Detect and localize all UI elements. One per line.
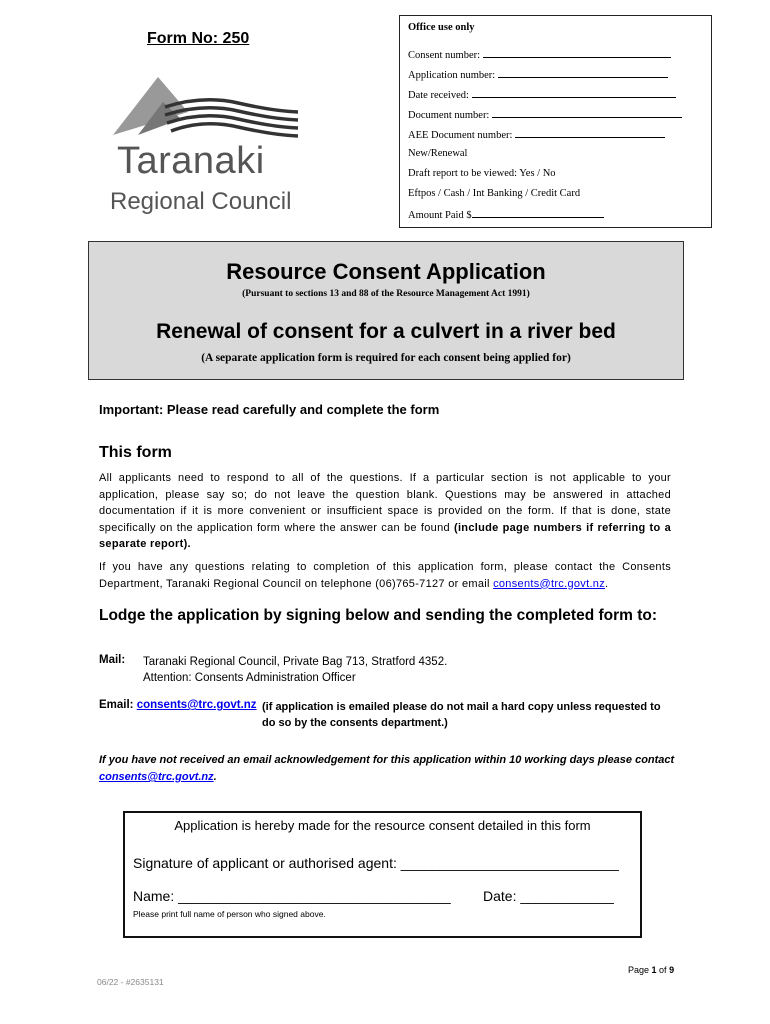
payment-method-label: Eftpos / Cash / Int Banking / Credit Card <box>408 188 581 199</box>
aee-document-number-label: AEE Document number: <box>408 130 513 141</box>
this-form-paragraph-1 <box>99 470 671 553</box>
page-current: 1 <box>651 965 657 975</box>
logo-wordmark-taranaki: Taranaki <box>117 140 265 182</box>
form-number: Form No: 250 <box>147 30 250 47</box>
acknowledgement-note <box>99 752 679 786</box>
office-use-box <box>399 15 712 228</box>
signature-field[interactable]: Signature of applicant or authorised agent: ____________________________ <box>133 855 619 871</box>
application-declaration: Application is hereby made for the resource consent detailed in this form <box>174 818 591 833</box>
ack-note-end: . <box>213 771 217 783</box>
document-number-field <box>408 108 682 121</box>
mail-label: Mail: <box>99 654 126 666</box>
page-prefix: Page <box>628 965 652 975</box>
office-use-title: Office use only <box>408 22 475 33</box>
aee-document-number-field <box>408 128 665 141</box>
print-name-note: Please print full name of person who signed above. <box>133 909 326 919</box>
separate-form-note: (A separate application form is required for each consent being applied for) <box>201 352 571 364</box>
date-received-field <box>408 88 676 101</box>
name-field[interactable]: Name: ___________________________________ <box>133 888 451 904</box>
this-form-heading: This form <box>99 444 172 461</box>
signature-box <box>123 811 642 938</box>
document-number-label: Document number: <box>408 110 490 121</box>
application-number-field <box>408 68 668 81</box>
para2-text: If you have any questions relating to completion of this application form, please contact the Consents Department, Taranaki Regional Council on telephone (06)765-7127 or email <box>99 561 671 590</box>
date-field[interactable]: Date: ____________ <box>483 888 614 904</box>
important-notice: Important: Please read carefully and complete the form <box>99 402 440 417</box>
amount-paid-label: Amount Paid $ <box>408 210 472 221</box>
para2-end: . <box>605 577 609 590</box>
mail-address <box>143 654 447 686</box>
draft-report-label: Draft report to be viewed: Yes / No <box>408 168 556 179</box>
new-renewal-label: New/Renewal <box>408 148 468 159</box>
page-title: Resource Consent Application <box>226 259 546 284</box>
email-field <box>99 699 257 711</box>
mail-address-line-2: Attention: Consents Administration Officer <box>143 672 356 684</box>
lodge-heading: Lodge the application by signing below and sending the completed form to: <box>99 607 658 624</box>
para1-text: All applicants need to respond to all of the questions. If a particular section is not applicable to your application, please say so; do not leave the question blank. Questions may be answered in attached documentation if it is more convenient or insufficient space is provided on the form. If that is done, state specifically on the application form where the answer can be found <box>99 472 671 534</box>
date-received-label: Date received: <box>408 90 469 101</box>
consents-email-link[interactable]: consents@trc.govt.nz <box>493 577 606 590</box>
this-form-paragraph-2 <box>99 559 671 592</box>
page-mid: of <box>656 965 670 975</box>
consent-number-field <box>408 48 671 61</box>
ack-email-link[interactable]: consents@trc.govt.nz <box>99 771 214 783</box>
email-link[interactable]: consents@trc.govt.nz <box>136 699 257 711</box>
page-total: 9 <box>669 965 675 975</box>
consent-number-label: Consent number: <box>408 50 481 61</box>
application-number-label: Application number: <box>408 70 496 81</box>
title-box <box>88 241 684 380</box>
page-number <box>628 965 674 975</box>
mail-address-line-1: Taranaki Regional Council, Private Bag 713, Stratford 4352. <box>143 656 448 668</box>
logo-wordmark-council: Regional Council <box>110 188 292 215</box>
ack-note-text: If you have not received an email acknowledgement for this application within 10 working days please contact <box>99 754 675 766</box>
pursuant-note: (Pursuant to sections 13 and 88 of the Resource Management Act 1991) <box>242 289 530 299</box>
amount-paid-field <box>408 208 604 221</box>
email-label: Email: <box>99 699 137 711</box>
para1-bold-text: (include page numbers if referring to a separate report). <box>99 521 671 550</box>
form-subtitle: Renewal of consent for a culvert in a river bed <box>156 320 616 343</box>
email-note: (if application is emailed please do not mail a hard copy unless requested to do so by the consents department.) <box>262 701 661 729</box>
document-reference: 06/22 - #2635131 <box>97 977 164 987</box>
